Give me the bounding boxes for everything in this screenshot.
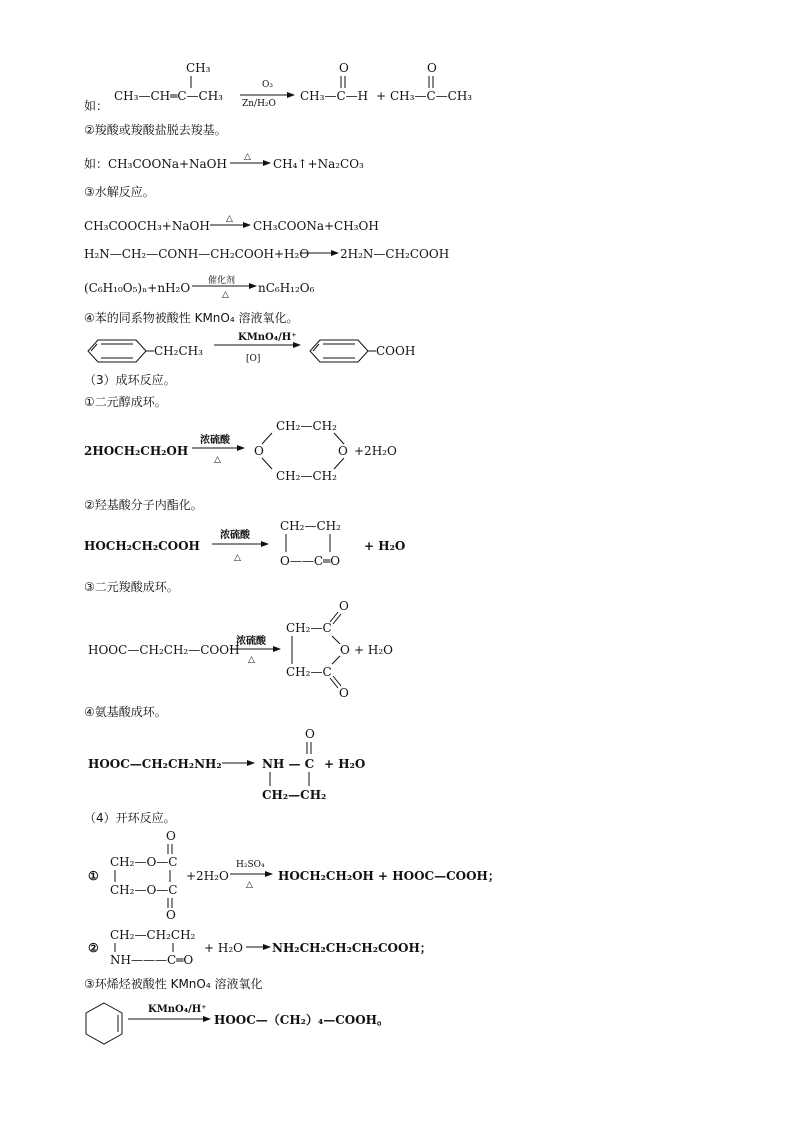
carboxyl-group: COOH	[376, 344, 416, 358]
plus-sign: +	[376, 89, 387, 103]
benzene-ring-icon	[310, 340, 368, 362]
diacid-lhs: HOOC—CH₂CH₂—COOH	[88, 643, 240, 657]
water-product: + H₂O	[354, 643, 393, 657]
lactone-bottom: O——C═O	[280, 554, 341, 568]
dioxane-oxygen-right: O	[338, 444, 348, 458]
ester-rhs: CH₃COONa+CH₃OH	[253, 219, 379, 233]
ozone-reagent: O₃	[262, 80, 273, 90]
dioxane-bottom: CH₂—CH₂	[276, 469, 337, 483]
cyclohexene-icon	[86, 1003, 122, 1044]
benzene-ox-heading: ④苯的同系物被酸性 KMnO₄ 溶液氧化。	[84, 311, 299, 325]
oxalate-bottom-row: CH₂—O—C	[110, 883, 178, 897]
oxidation-condition: [O]	[246, 354, 261, 364]
decarboxylation-reaction	[84, 152, 364, 171]
starch-hydrolysis	[84, 274, 315, 300]
ozonolysis-reaction	[84, 61, 472, 113]
sulfuric-acid-condition: 浓硫酸	[200, 435, 230, 446]
anhydride-bottom-row: CH₂—C	[286, 665, 332, 679]
lactone-top: CH₂—CH₂	[280, 519, 341, 533]
oxalate-oxygen-bottom: O	[166, 908, 176, 922]
heat-condition: △	[244, 152, 251, 162]
lactam-heading: ④氨基酸成环。	[84, 705, 167, 719]
cycloalkene-oxidation	[86, 1003, 389, 1044]
water-reactant: +2H₂O	[186, 869, 229, 883]
carbonyl-bond	[330, 678, 338, 688]
reaction-label-1: ①	[88, 869, 99, 883]
kmno4-condition: KMnO₄/H⁺	[148, 1004, 207, 1015]
diol-lhs: 2HOCH₂CH₂OH	[84, 444, 189, 458]
lactam-bottom-row: NH———C═O	[110, 953, 194, 967]
decarboxylation-heading: ②羧酸或羧酸盐脱去羧基。	[84, 123, 227, 137]
anhydride-oxygen-top: O	[339, 599, 349, 613]
water-product: + H₂O	[324, 757, 366, 771]
water-product: + H₂O	[364, 539, 406, 553]
ring-bond	[332, 636, 340, 644]
ethyl-group: CH₂CH₃	[154, 344, 203, 358]
benzene-ring-icon	[88, 340, 146, 362]
example-prefix: 如：	[84, 99, 109, 113]
carbonyl-oxygen-2: O	[427, 61, 437, 75]
lactam-top-row: CH₂—CH₂CH₂	[110, 928, 196, 942]
heat-condition: △	[226, 214, 233, 224]
starch-lhs: (C₆H₁₀O₅)ₙ+nH₂O	[84, 281, 191, 295]
anhydride-oxygen-mid: O	[340, 643, 350, 657]
ester-lhs: CH₃COOCH₃+NaOH	[84, 219, 210, 233]
ring-bond	[262, 458, 272, 469]
amino-acid-lhs: HOOC—CH₂CH₂NH₂	[88, 757, 222, 771]
decarboxylation-rhs: CH₄↑+Na₂CO₃	[273, 157, 364, 171]
lactam-formation	[88, 727, 365, 802]
hydrolysis-products: HOCH₂CH₂OH + HOOC—COOH；	[278, 869, 500, 883]
dioxane-top: CH₂—CH₂	[276, 419, 337, 433]
carbonyl-bond	[333, 614, 341, 624]
cyclization-heading: （3）成环反应。	[84, 373, 176, 387]
adipic-acid-product: HOOC—（CH₂）₄—COOH。	[214, 1013, 389, 1027]
oxalate-ester-hydrolysis	[88, 829, 500, 922]
oxalate-top-row: CH₂—O—C	[110, 855, 178, 869]
cycloalkene-heading: ③环烯烃被酸性 KMnO₄ 溶液氧化	[84, 977, 263, 991]
hydroxy-acid-lhs: HOCH₂CH₂COOH	[84, 539, 200, 553]
heat-condition: △	[222, 290, 229, 300]
amino-acid-product: NH₂CH₂CH₂CH₂COOH；	[272, 941, 432, 955]
hydrolysis-heading: ③水解反应。	[84, 185, 155, 199]
water-reactant: + H₂O	[204, 941, 243, 955]
heat-condition: △	[234, 553, 241, 563]
peptide-lhs: H₂N—CH₂—CONH—CH₂COOH+H₂O	[84, 247, 310, 261]
water-product: +2H₂O	[354, 444, 397, 458]
diol-cyclization-heading: ①二元醇成环。	[84, 395, 167, 409]
heat-condition: △	[214, 455, 221, 465]
lactam-hydrolysis	[88, 928, 432, 967]
reaction-label-2: ②	[88, 941, 99, 955]
sulfuric-acid-condition: 浓硫酸	[236, 636, 266, 647]
kmno4-condition: KMnO₄/H⁺	[238, 332, 297, 343]
benzene-oxidation	[88, 332, 415, 364]
oxalate-oxygen-top: O	[166, 829, 176, 843]
ring-opening-heading: （4）开环反应。	[84, 811, 176, 825]
lactam-top-row: NH — C	[262, 757, 315, 771]
sulfuric-acid-condition: 浓硫酸	[220, 530, 250, 541]
reductant-reagent: Zn/H₂O	[242, 99, 276, 109]
dioxane-oxygen-left: O	[254, 444, 264, 458]
peptide-hydrolysis	[84, 247, 449, 261]
ring-bond	[332, 656, 340, 664]
peptide-rhs: 2H₂N—CH₂COOH	[340, 247, 450, 261]
heat-condition: △	[248, 655, 255, 665]
sulfuric-acid-condition: H₂SO₄	[236, 860, 265, 870]
lactonization-heading: ②羟基酸分子内酯化。	[84, 498, 203, 512]
heat-condition: △	[246, 880, 253, 890]
starch-rhs: nC₆H₁₂O₆	[258, 281, 315, 295]
ester-hydrolysis	[84, 214, 379, 233]
acetone-product: CH₃—C—CH₃	[390, 89, 473, 103]
anhydride-formation	[88, 599, 393, 700]
ring-bond	[262, 433, 272, 444]
acetaldehyde-product: CH₃—C—H	[300, 89, 369, 103]
ring-bond	[334, 433, 344, 444]
decarboxylation-lhs: 如：CH₃COONa+NaOH	[84, 157, 227, 171]
anhydride-top-row: CH₂—C	[286, 621, 332, 635]
lactonization	[84, 519, 405, 568]
carbonyl-oxygen-1: O	[339, 61, 349, 75]
alkene-reactant: CH₃—CH═C—CH₃	[114, 89, 223, 103]
carbonyl-bond	[333, 676, 341, 686]
anhydride-oxygen-bottom: O	[339, 686, 349, 700]
lactam-bottom-row: CH₂—CH₂	[262, 788, 327, 802]
ring-bond	[334, 458, 344, 469]
anhydride-heading: ③二元羧酸成环。	[84, 580, 179, 594]
catalyst-condition: 催化剂	[208, 276, 236, 286]
lactam-oxygen: O	[305, 727, 315, 741]
diol-cyclization	[84, 419, 397, 483]
methyl-branch: CH₃	[186, 61, 211, 75]
